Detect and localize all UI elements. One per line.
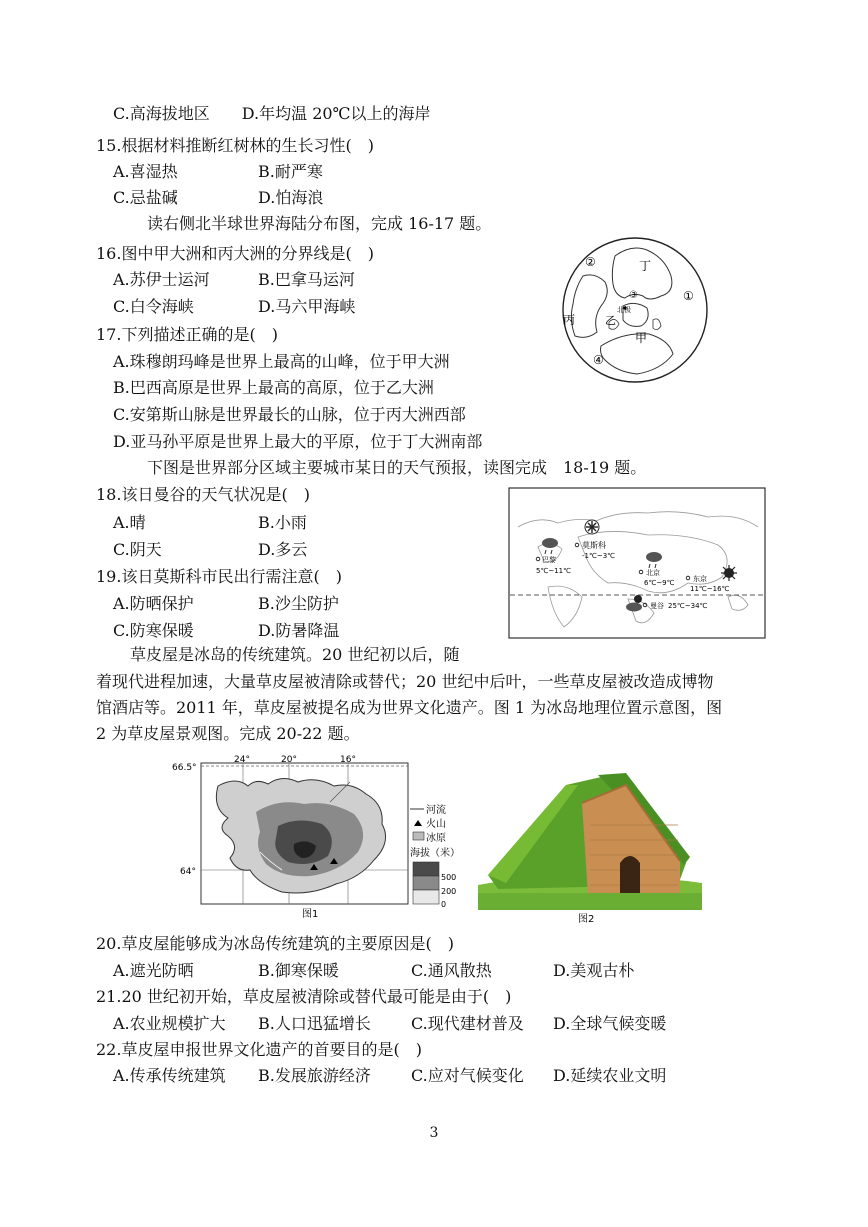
q19-option-c: C.防寒保暖 (113, 621, 194, 640)
beijing-label: 北京 (646, 569, 660, 577)
bangkok-temp: 25℃~34℃ (668, 602, 708, 610)
figure-2-caption: 图2 (578, 914, 595, 925)
polar-map-figure (553, 236, 717, 384)
ocean-label-4: ④ (593, 353, 604, 367)
moscow-label: 莫斯科 (582, 541, 606, 550)
q19-option-d: D.防暑降温 (258, 621, 340, 640)
bangkok-label: 曼谷 (650, 602, 664, 610)
passage-line-1: 草皮屋是冰岛的传统建筑。20 世纪初以后，随 (130, 645, 460, 664)
q16-option-c: C.白令海峡 (113, 297, 194, 316)
q16-option-d: D.马六甲海峡 (258, 297, 356, 316)
q17-option-a: A.珠穆朗玛峰是世界上最高的山峰，位于甲大洲 (113, 352, 450, 371)
q15-option-a: A.喜湿热 (113, 162, 178, 181)
ocean-label-3: ③ (629, 290, 638, 301)
q18-option-c: C.阴天 (113, 540, 162, 559)
question-18: 18.该日曼谷的天气状况是( ) (96, 485, 310, 504)
continent-bing: 丙 (563, 313, 576, 327)
q16-option-a: A.苏伊士运河 (113, 270, 210, 289)
question-15: 15.根据材料推断红树林的生长习性( ) (96, 136, 374, 155)
iceland-map-figure (170, 752, 480, 924)
weather-map-figure (508, 487, 766, 639)
q20-option-c: C.通风散热 (411, 961, 492, 980)
paris-label: 巴黎 (542, 556, 556, 564)
lon-20-label: 20° (281, 755, 297, 765)
paris-temp: 5℃~11℃ (536, 567, 571, 575)
q17-option-c: C.安第斯山脉是世界最长的山脉，位于丙大洲西部 (113, 405, 466, 424)
q16-option-b: B.巴拿马运河 (258, 270, 355, 289)
q19-option-b: B.沙尘防护 (258, 594, 339, 613)
q21-option-a: A.农业规模扩大 (113, 1014, 226, 1033)
q22-option-d: D.延续农业文明 (553, 1066, 667, 1085)
q22-option-b: B.发展旅游经济 (258, 1066, 371, 1085)
continent-yi: 乙 (605, 314, 616, 327)
legend-river: 河流 (426, 805, 446, 816)
door-icon (620, 856, 640, 895)
question-21: 21.20 世纪初开始，草皮屋被清除或替代最可能是由于( ) (96, 987, 512, 1006)
q15-option-d: D.怕海浪 (258, 188, 324, 207)
elevation-200: 200 (441, 887, 457, 896)
legend-volcano: 火山 (426, 819, 446, 830)
legend-glacier: 冰原 (426, 833, 446, 844)
q17-option-d: D.亚马孙平原是世界上最大的平原，位于丁大洲南部 (113, 432, 483, 451)
intro-16-17: 读右侧北半球世界海陆分布图，完成 16-17 题。 (147, 214, 492, 233)
lat-64-label: 64° (180, 867, 196, 877)
elevation-500: 500 (441, 873, 457, 882)
passage-line-4: 2 为草皮屋景观图。完成 20-22 题。 (96, 724, 360, 743)
continent-jia: 甲 (635, 331, 648, 345)
passage-line-3: 馆酒店等。2011 年，草皮屋被提名成为世界文化遗产。图 1 为冰岛地理位置示意图，图 (96, 698, 723, 717)
q18-option-b: B.小雨 (258, 513, 307, 532)
question-19: 19.该日莫斯科市民出行需注意( ) (96, 567, 342, 586)
ocean-label-2: ② (585, 255, 596, 269)
tokyo-temp: 11℃~16℃ (690, 585, 730, 593)
q20-option-a: A.遮光防晒 (113, 961, 194, 980)
question-22: 22.草皮屋申报世界文化遗产的首要目的是( ) (96, 1040, 422, 1059)
lat-66-5-label: 66.5° (172, 763, 197, 773)
snow-icon (585, 520, 599, 534)
q21-option-d: D.全球气候变暖 (553, 1014, 667, 1033)
north-pole-label: 北极 (617, 306, 631, 314)
q15-option-c: C.忌盐碱 (113, 188, 178, 207)
q18-option-d: D.多云 (258, 540, 308, 559)
q21-option-b: B.人口迅猛增长 (258, 1014, 371, 1033)
question-17: 17.下列描述正确的是( ) (96, 325, 278, 344)
question-16: 16.图中甲大洲和丙大洲的分界线是( ) (96, 244, 374, 263)
legend-elevation: 海拔（米） (410, 848, 460, 859)
page-number: 3 (429, 1125, 439, 1141)
q21-option-c: C.现代建材普及 (411, 1014, 524, 1033)
lon-24-label: 24° (234, 755, 250, 765)
ocean-label-1: ① (683, 289, 694, 303)
continent-ding: 丁 (639, 259, 652, 273)
turf-house-photo (478, 765, 702, 925)
lon-16-label: 16° (340, 755, 356, 765)
q20-option-b: B.御寒保暖 (258, 961, 339, 980)
q18-option-a: A.晴 (113, 513, 146, 532)
volcano-legend-icon (414, 820, 422, 826)
q22-option-a: A.传承传统建筑 (113, 1066, 226, 1085)
intro-18-19: 下图是世界部分区域主要城市某日的天气预报，读图完成 18-19 题。 (147, 458, 647, 477)
q14-options-cd: C.高海拔地区 D.年均温 20℃以上的海岸 (113, 104, 431, 123)
q20-option-d: D.美观古朴 (553, 961, 635, 980)
passage-line-2: 着现代进程加速，大量草皮屋被清除或替代；20 世纪中后叶，一些草皮屋被改造成博物 (96, 672, 714, 691)
elevation-0: 0 (441, 900, 447, 909)
figure-1-caption: 图1 (302, 909, 319, 920)
q15-option-b: B.耐严寒 (258, 162, 323, 181)
question-20: 20.草皮屋能够成为冰岛传统建筑的主要原因是( ) (96, 934, 454, 953)
moscow-temp: -1℃~3℃ (582, 552, 616, 560)
q22-option-c: C.应对气候变化 (411, 1066, 524, 1085)
q19-option-a: A.防晒保护 (113, 594, 194, 613)
q17-option-b: B.巴西高原是世界上最高的高原，位于乙大洲 (113, 378, 434, 397)
beijing-temp: 6℃~9℃ (644, 579, 675, 587)
tokyo-label: 东京 (693, 575, 707, 583)
sun-icon (721, 565, 737, 581)
